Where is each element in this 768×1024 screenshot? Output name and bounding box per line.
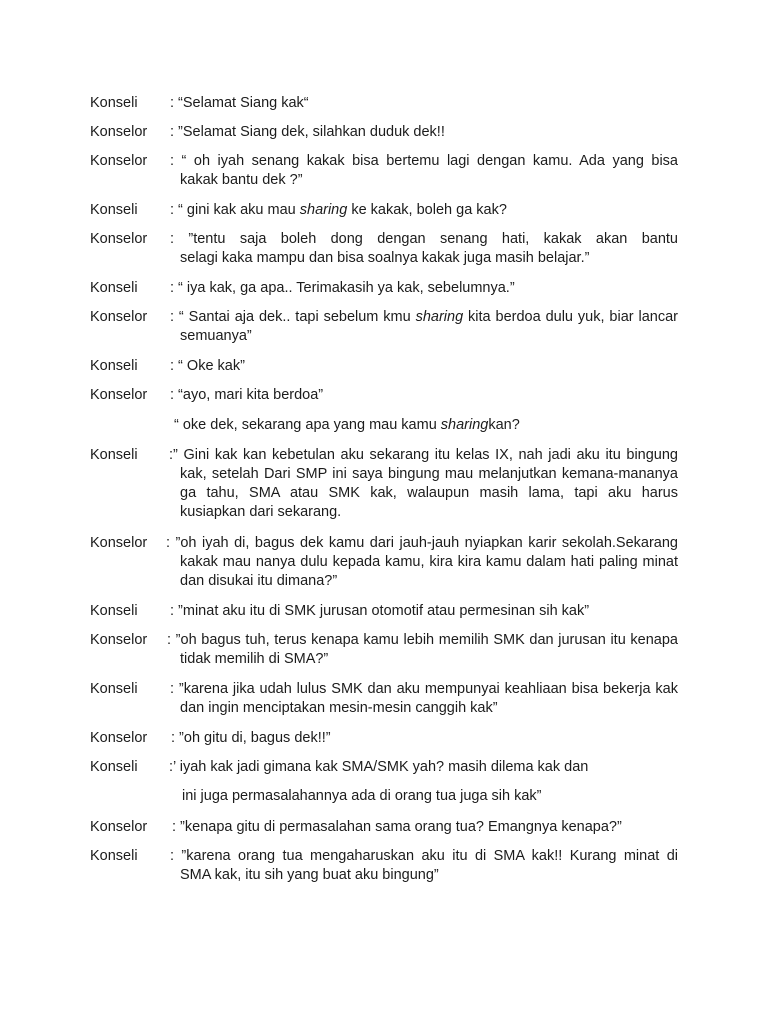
speaker-label: Konseli — [90, 848, 138, 864]
speaker-label: Konselor — [90, 819, 148, 835]
speaker-label: Konseli — [90, 280, 138, 296]
speaker-label: Konselor — [90, 387, 148, 403]
dialogue-text-line: ga tahu, SMA atau SMK kak, walaupun masih lama, tapi aku harus — [180, 485, 678, 501]
speaker-label: Konseli — [90, 759, 138, 775]
speaker-label: Konseli — [90, 681, 138, 697]
dialogue-text-line: tidak memilih di SMA?” — [180, 651, 329, 667]
dialogue-text-line: : “ iya kak, ga apa.. Terimakasih ya kak, sebelumnya.” — [170, 280, 515, 296]
speaker-label: Konselor — [90, 730, 148, 746]
dialogue-text-line: : “ gini kak aku mau sharing ke kakak, boleh ga kak? — [170, 202, 507, 218]
speaker-label: Konseli — [90, 95, 138, 111]
dialogue-text-line: kak, setelah Dari SMP ini saya bingung mau melanjutkan kemana-mananya — [180, 466, 678, 482]
dialogue-text-line: : “ Oke kak” — [170, 358, 245, 374]
dialogue-text-line: :’ iyah kak jadi gimana kak SMA/SMK yah? masih dilema kak dan — [169, 759, 589, 775]
dialogue-text-line: : ”karena orang tua mengaharuskan aku itu di SMA kak!! Kurang minat di — [170, 848, 678, 864]
dialogue-text-line: dan ingin menciptakan mesin-mesin canggih kak” — [180, 700, 498, 716]
dialogue-text-line: : “ Santai aja dek.. tapi sebelum kmu sharing kita berdoa dulu yuk, biar lancar — [170, 309, 678, 325]
speaker-label: Konseli — [90, 358, 138, 374]
dialogue-text-line: : ”karena jika udah lulus SMK dan aku mempunyai keahliaan bisa bekerja kak — [170, 681, 678, 697]
dialogue-text-line: : ”minat aku itu di SMK jurusan otomotif atau permesinan sih kak” — [170, 603, 590, 619]
dialogue-text-line: : ”oh iyah di, bagus dek kamu dari jauh-jauh nyiapkan karir sekolah.Sekarang — [166, 535, 678, 551]
speaker-label: Konselor — [90, 309, 148, 325]
dialogue-text-line: : ”oh gitu di, bagus dek!!” — [171, 730, 331, 746]
dialogue-text-line: kakak bantu dek ?” — [180, 172, 303, 188]
dialogue-text-line: semuanya” — [180, 328, 252, 344]
speaker-label: Konseli — [90, 447, 138, 463]
dialogue-text-line: “ oke dek, sekarang apa yang mau kamu sharingkan? — [174, 417, 520, 433]
speaker-label: Konselor — [90, 124, 148, 140]
dialogue-text-line: : “Selamat Siang kak“ — [170, 95, 309, 111]
dialogue-text-line: : ”tentu saja boleh dong dengan senang hati, kakak akan bantu — [170, 231, 678, 247]
dialogue-text-line: ini juga permasalahannya ada di orang tua juga sih kak” — [182, 788, 542, 804]
speaker-label: Konselor — [90, 231, 148, 247]
dialogue-text-line: :” Gini kak kan kebetulan aku sekarang itu kelas IX, nah jadi aku itu bingung — [169, 447, 678, 463]
speaker-label: Konselor — [90, 535, 148, 551]
speaker-label: Konseli — [90, 603, 138, 619]
dialogue-text-line: kusiapkan dari sekarang. — [180, 504, 342, 520]
dialogue-text-line: : ”kenapa gitu di permasalahan sama orang tua? Emangnya kenapa?” — [172, 819, 622, 835]
speaker-label: Konselor — [90, 153, 148, 169]
dialogue-text-line: dan disukai itu dimana?” — [180, 573, 338, 589]
dialogue-text-line: selagi kaka mampu dan bisa soalnya kakak juga masih belajar.” — [180, 250, 590, 266]
dialogue-text-line: : “ oh iyah senang kakak bisa bertemu lagi dengan kamu. Ada yang bisa — [170, 153, 678, 169]
dialogue-text-line: : ”oh bagus tuh, terus kenapa kamu lebih memilih SMK dan jurusan itu kenapa — [167, 632, 678, 648]
speaker-label: Konselor — [90, 632, 148, 648]
dialogue-text-line: : “ayo, mari kita berdoa” — [170, 387, 324, 403]
dialogue-text-line: kakak mau nanya dulu kepada kamu, kira kira kamu dalam hati paling minat — [180, 554, 678, 570]
dialogue-text-line: SMA kak, itu sih yang buat aku bingung” — [180, 867, 439, 883]
speaker-label: Konseli — [90, 202, 138, 218]
dialogue-text-line: : ”Selamat Siang dek, silahkan duduk dek!! — [170, 124, 445, 140]
